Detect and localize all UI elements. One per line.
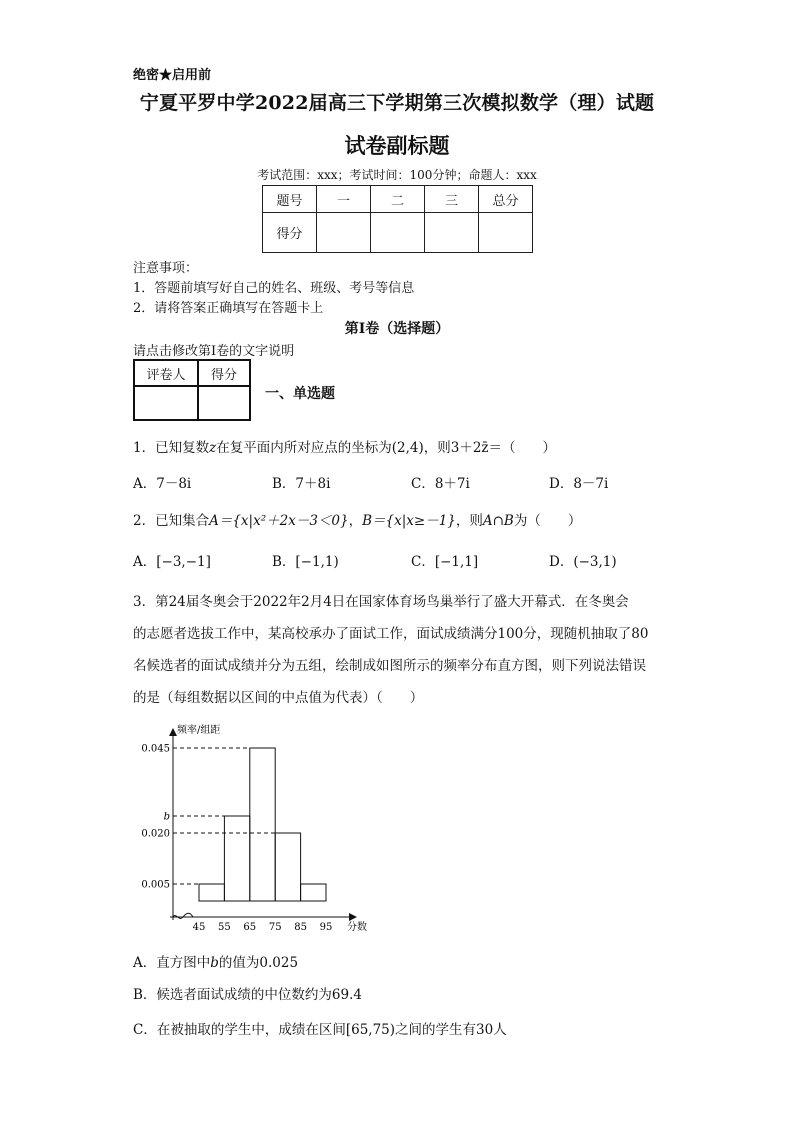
q1-expression: 3＋2z̄＝ bbox=[450, 440, 503, 456]
q1-option-b[interactable]: B．7＋8i bbox=[272, 476, 331, 492]
score-table bbox=[262, 185, 533, 253]
notice-item: 1．答题前填写好自己的姓名、班级、考号等信息 bbox=[133, 281, 415, 296]
q3-option-c-text: 之间的学生有30人 bbox=[395, 1022, 507, 1038]
q3-option-a-text: 的值为0.025 bbox=[218, 955, 299, 971]
y-tick-label: 0.020 bbox=[141, 828, 170, 840]
histogram-bar bbox=[301, 884, 326, 901]
q3-option-b[interactable]: B．候选者面试成绩的中位数约为69.4 bbox=[133, 987, 362, 1003]
histogram-bar bbox=[199, 884, 224, 901]
y-tick-label: b bbox=[163, 811, 170, 823]
score-header: 总分 bbox=[479, 186, 533, 213]
score-header: 题号 bbox=[263, 186, 317, 213]
q3-option-c[interactable] bbox=[133, 1018, 507, 1038]
score-row-label: 得分 bbox=[263, 213, 317, 253]
grader-header: 得分 bbox=[198, 360, 250, 386]
x-tick-label: 45 bbox=[192, 922, 206, 933]
y-tick-label: 0.005 bbox=[141, 879, 170, 891]
y-axis-label: 频率/组距 bbox=[177, 725, 221, 736]
score-cell[interactable] bbox=[479, 213, 533, 253]
q1-stem: ，则 bbox=[423, 440, 451, 456]
q3-option-c-text: C．在被抽取的学生中，成绩在区间 bbox=[133, 1022, 346, 1038]
q2-stem: 为（ ） bbox=[513, 513, 582, 529]
q2-stem: ，则 bbox=[455, 513, 483, 529]
q1-point: (2,4) bbox=[391, 440, 424, 456]
histogram-bar bbox=[275, 833, 300, 901]
score-cell[interactable] bbox=[317, 213, 371, 253]
x-tick-label: 85 bbox=[294, 922, 307, 933]
q3-stem-line: 名候选者的面试成绩并分为五组，绘制成如图所示的频率分布直方图，则下列说法错误 bbox=[133, 658, 646, 674]
q1-stem: 1．已知复数 bbox=[133, 440, 210, 456]
axis-break-icon bbox=[173, 913, 193, 918]
q1-var: z bbox=[209, 440, 217, 456]
grader-table bbox=[133, 359, 251, 421]
notice-item: 2．请将答案正确填写在答题卡上 bbox=[133, 301, 324, 316]
question-2 bbox=[133, 509, 581, 529]
score-header: 二 bbox=[371, 186, 425, 213]
grader-header: 评卷人 bbox=[134, 360, 198, 386]
x-tick-label: 95 bbox=[319, 922, 333, 933]
q3-stem-line: 3．第24届冬奥会于2022年2月4日在国家体育场鸟巢举行了盛大开幕式．在冬奥会 bbox=[133, 594, 629, 610]
x-axis-label: 分数 bbox=[347, 922, 367, 933]
q2-option-d[interactable]: D．(−3,1) bbox=[549, 554, 617, 570]
part-description[interactable]: 请点击修改第I卷的文字说明 bbox=[133, 344, 295, 359]
x-tick-label: 65 bbox=[243, 922, 257, 933]
q3-option-a-var: b bbox=[210, 955, 219, 971]
q1-option-c[interactable]: C．8＋7i bbox=[411, 476, 470, 492]
exam-info: 考试范围：xxx；考试时间：100分钟；命题人：xxx bbox=[257, 168, 537, 182]
grader-cell[interactable] bbox=[198, 386, 250, 420]
page-subtitle: 试卷副标题 bbox=[344, 133, 450, 158]
q3-stem-line: 的志愿者选拔工作中，某高校承办了面试工作，面试成绩满分100分，现随机抽取了80 bbox=[133, 626, 649, 642]
q2-sep: ， bbox=[348, 513, 363, 529]
score-header: 一 bbox=[317, 186, 371, 213]
q3-stem-line: 的是（每组数据以区间的中点值为代表）（ ） bbox=[133, 690, 424, 706]
part-title: 第I卷（选择题） bbox=[344, 321, 450, 337]
q1-option-a[interactable]: A．7－8i bbox=[133, 476, 192, 492]
q2-stem: 2．已知集合 bbox=[133, 513, 210, 529]
q3-option-a-text: A．直方图中 bbox=[133, 955, 211, 971]
secret-label: 绝密★启用前 bbox=[133, 68, 212, 83]
frequency-histogram bbox=[130, 716, 390, 944]
histogram-bar bbox=[250, 748, 275, 901]
q2-expression: A∩B bbox=[482, 513, 514, 529]
q1-stem: 在复平面内所对应点的坐标为 bbox=[216, 440, 392, 456]
histogram-bar bbox=[224, 816, 249, 901]
y-tick-label: 0.045 bbox=[141, 743, 170, 755]
section-title: 一、单选题 bbox=[265, 386, 335, 402]
score-header: 三 bbox=[425, 186, 479, 213]
q2-set-a: A＝{x|x²＋2x－3＜0} bbox=[209, 513, 349, 529]
question-1 bbox=[133, 436, 556, 456]
q1-option-d[interactable]: D．8－7i bbox=[549, 476, 609, 492]
page-title: 宁夏平罗中学2022届高三下学期第三次模拟数学（理）试题 bbox=[139, 92, 655, 114]
q3-option-c-interval: [65,75) bbox=[345, 1022, 396, 1038]
q2-option-b[interactable]: B．[−1,1) bbox=[272, 554, 339, 570]
q3-option-a[interactable] bbox=[133, 951, 298, 971]
x-tick-label: 75 bbox=[268, 922, 282, 933]
x-tick-label: 55 bbox=[218, 922, 231, 933]
grader-cell[interactable] bbox=[134, 386, 198, 420]
score-cell[interactable] bbox=[371, 213, 425, 253]
notice-title: 注意事项： bbox=[133, 261, 199, 276]
q2-option-c[interactable]: C．[−1,1] bbox=[411, 554, 479, 570]
score-cell[interactable] bbox=[425, 213, 479, 253]
q1-stem: （ ） bbox=[502, 440, 557, 456]
q2-option-a[interactable]: A．[−3,−1] bbox=[133, 554, 211, 570]
q2-set-b: B＝{x|x≥－1} bbox=[362, 513, 456, 529]
